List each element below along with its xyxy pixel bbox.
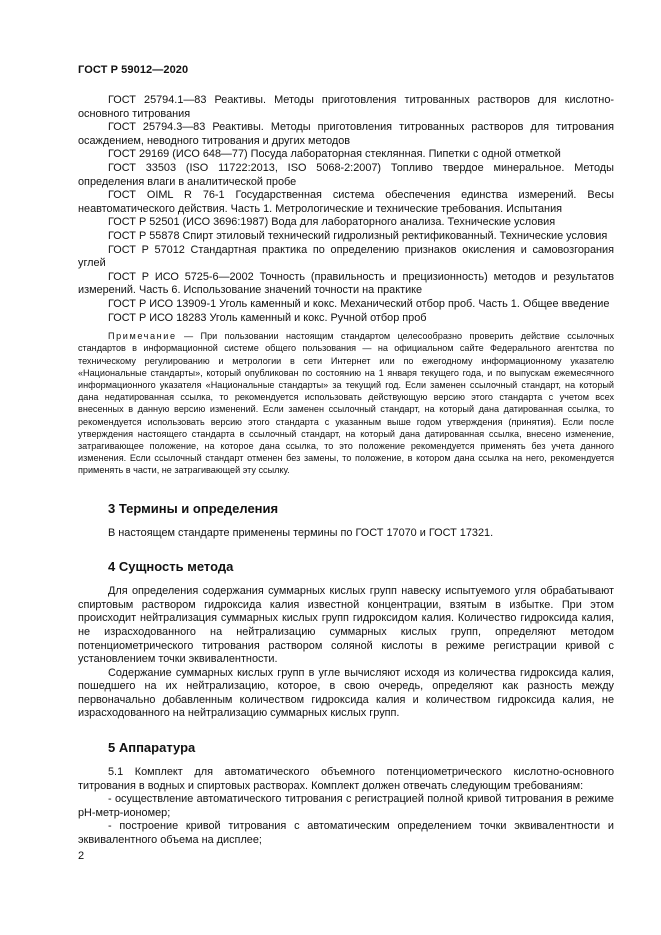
- ref-item: ГОСТ Р ИСО 5725-6—2002 Точность (правильность и прецизионность) методов и результатов измерений. Часть 6. Использование значений точности на практике: [78, 270, 614, 297]
- ref-item: ГОСТ 29169 (ИСО 648—77) Посуда лабораторная стеклянная. Пипетки с одной отметкой: [108, 148, 561, 161]
- ref-item: ГОСТ Р 52501 (ИСО 3696:1987) Вода для лабораторного анализа. Технические условия: [108, 216, 556, 229]
- section-5-title: 5 Аппаратура: [108, 740, 196, 756]
- note-label: Примечание: [108, 331, 177, 342]
- ref-item: ГОСТ Р ИСО 18283 Уголь каменный и кокс. Ручной отбор проб: [108, 311, 427, 324]
- section-4-para-1: Для определения содержания суммарных кислых групп навеску испытуемого угля обрабатывают спиртовым раствором гидроксида калия известной концентрации, взятым в избытке. При этом происходит нейтрализация суммарных кислых групп гидроксидом калия. Количество гидроксида калия, не израсходованного на нейтрализацию суммарных кислых групп, определяют методом потенциометрического титрования раствором соляной кислоты в режиме регистрации кривой с установлением точки эквивалентности.: [78, 585, 614, 666]
- ref-item: ГОСТ Р 55878 Спирт этиловый технический гидролизный ректификованный. Технические условия: [108, 229, 608, 242]
- ref-item: ГОСТ 25794.1—83 Реактивы. Методы приготовления титрованных растворов для кислотно-основного титрования: [78, 94, 614, 120]
- section-3-title: 3 Термины и определения: [108, 500, 279, 516]
- section-5-list-item: - построение кривой титрования с автоматическим определением точки эквивалентности и эквивалентного объема на дисплее;: [78, 820, 614, 847]
- section-5-para-1: 5.1 Комплект для автоматического объемного потенциометрического кислотно-основного титрования в водных и спиртовых растворах. Комплект должен отвечать следующим требованиям:: [78, 766, 614, 792]
- ref-item: ГОСТ 25794.3—83 Реактивы. Методы приготовления титрованных растворов для титрования осаждением, неводного титрования и других методов: [78, 121, 614, 147]
- section-4-para-2: Содержание суммарных кислых групп в угле вычисляют исходя из количества гидроксида калия, пошедшего на их нейтрализацию, которое, в свою очередь, определяют как разность между первоначально добавленным количеством гидроксида калия и количеством гидроксида калия, не израсходованного на нейтрализацию суммарных кислых групп.: [78, 666, 614, 720]
- section-5-list-item: - осуществление автоматического титрования с регистрацией полной кривой титрования в режиме pH-метр-иономер;: [78, 793, 614, 819]
- note-paragraph: [78, 330, 614, 476]
- section-3-text: В настоящем стандарте применены термины по ГОСТ 17070 и ГОСТ 17321.: [108, 526, 494, 539]
- page-content: [78, 94, 614, 848]
- ref-item: ГОСТ Р 57012 Стандартная практика по определению признаков окисления и самовозгорания углей: [78, 243, 614, 270]
- ref-item: ГОСТ 33503 (ISO 11722:2013, ISO 5068-2:2007) Топливо твердое минеральное. Методы определения влаги в аналитической пробе: [78, 161, 614, 188]
- ref-item: ГОСТ OIML R 76-1 Государственная система обеспечения единства измерений. Весы неавтоматического действия. Часть 1. Метрологические и технические требования. Испытания: [78, 189, 614, 215]
- section-4-title: 4 Сущность метода: [108, 559, 234, 575]
- ref-item: ГОСТ Р ИСО 13909-1 Уголь каменный и кокс. Механический отбор проб. Часть 1. Общее введение: [108, 297, 610, 310]
- page-number: 2: [78, 850, 85, 862]
- note-text: — При пользовании настоящим стандартом целесообразно проверить действие ссылочных стандартов в информационной системе общего пользования — на официальном сайте Федерального агентства по техническому регулированию и метрологии в сети Интернет или по ежегодному информационному указателю «Национальные стандарты», который опубликован по состоянию на 1 января текущего года, и по выпускам ежемесячного информационного указателя «Национальные стандарты» за текущий год. Если заменен ссылочный стандарт, на который дана недатированная ссылка, то рекомендуется использовать действующую версию этого стандарта с учетом всех внесенных в данную версию изменений. Если заменен ссылочный стандарт, на который дана датированная ссылка, то рекомендуется использовать версию этого стандарта с указанным выше годом утверждения (принятия). Если после утверждения настоящего стандарта в ссылочный стандарт, на который дана датированная ссылка, внесено изменение, затрагивающее положение, на которое дана ссылка, то это положение рекомендуется применять без учета данного изменения. Если ссылочный стандарт отменен без замены, то положение, в котором дана ссылка на него, рекомендуется применять в части, не затрагивающей эту ссылку.: [78, 331, 614, 476]
- document-header: ГОСТ Р 59012—2020: [78, 64, 189, 76]
